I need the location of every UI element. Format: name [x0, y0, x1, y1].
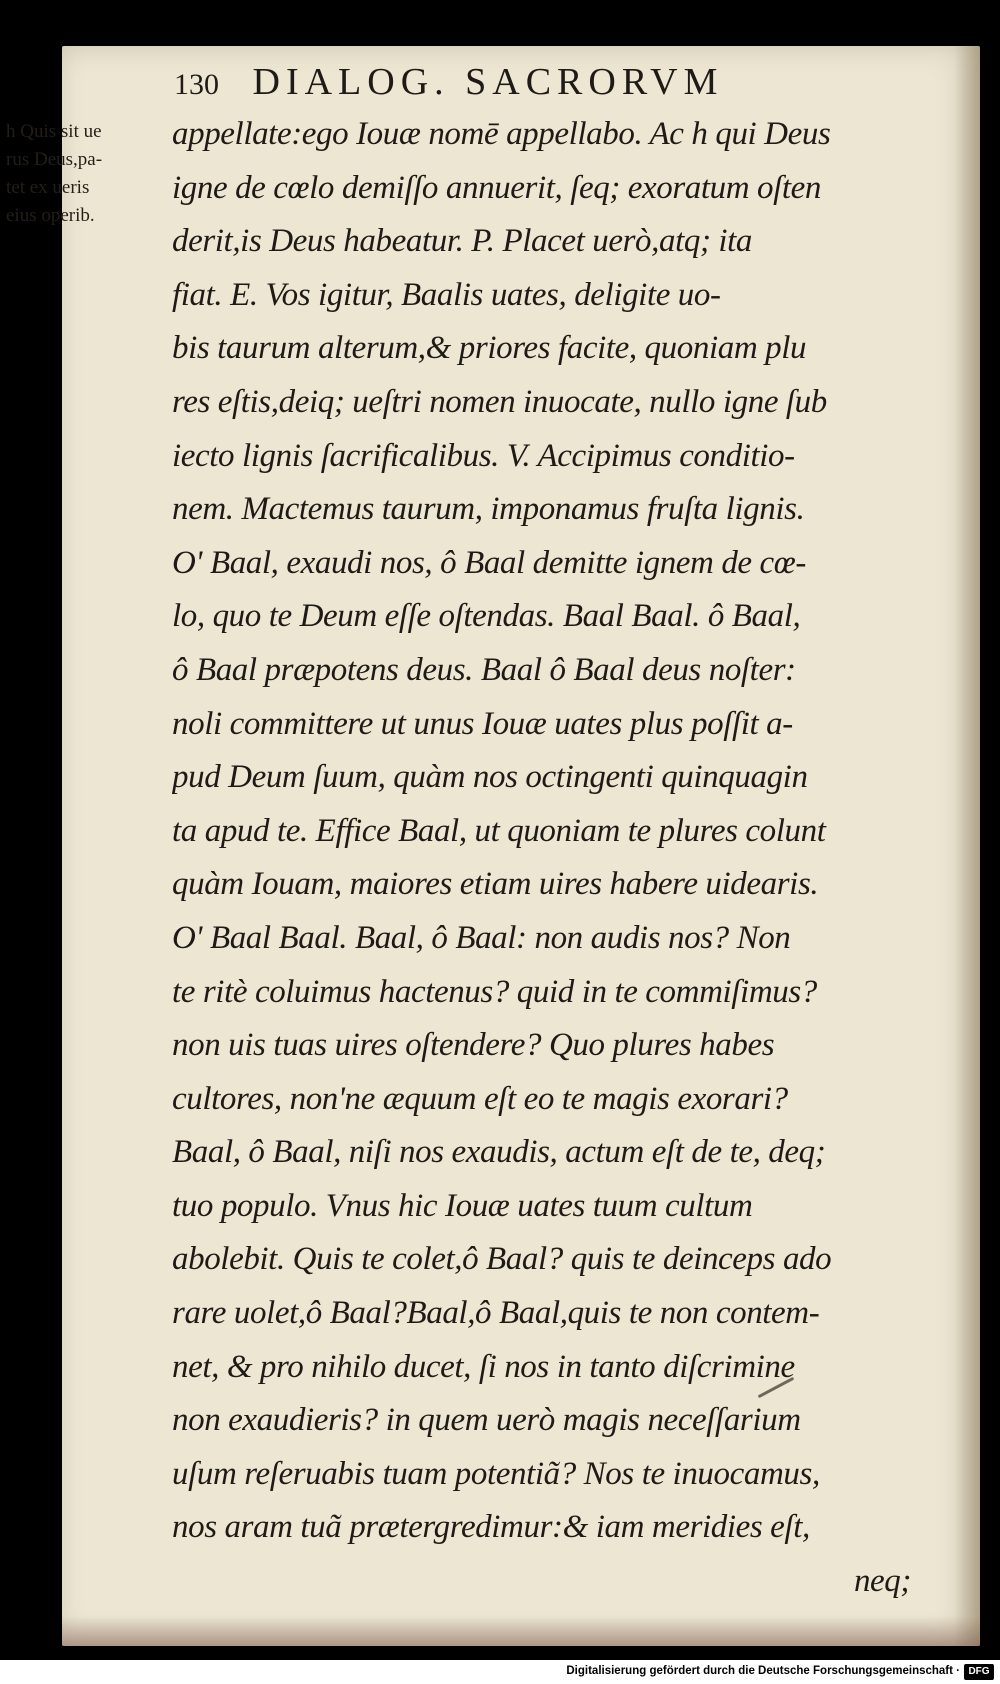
text-line: O' Baal Baal. Baal, ô Baal: non audis nos? Non: [172, 919, 791, 956]
text-line: net, & pro nihilo ducet, ſi nos in tanto diſcrimine: [172, 1348, 795, 1385]
text-line: res eſtis,deiq; ueſtri nomen inuocate, nullo igne ſub: [172, 383, 827, 420]
text-line: cultores, non'ne æquum eſt eo te magis exorari?: [172, 1080, 788, 1117]
text-line: ta apud te. Effice Baal, ut quoniam te plures colunt: [172, 812, 826, 849]
text-line: derit,is Deus habeatur. P. Placet uerò,atq; ita: [172, 223, 753, 260]
marginal-note-line: tet ex ueris: [6, 177, 90, 198]
catchword: neq;: [853, 1563, 911, 1600]
text-line: lo, quo te Deum eſſe oſtendas. Baal Baal. ô Baal,: [172, 598, 801, 635]
text-line: tuo populo. Vnus hic Iouæ uates tuum cultum: [172, 1187, 753, 1224]
page-bottom-shadow: [62, 1616, 980, 1646]
text-line: nem. Mactemus taurum, imponamus fruſta lignis.: [172, 491, 805, 528]
running-head: [174, 60, 874, 104]
text-line: appellate:ego Iouæ nomē appellabo. Ac h qui Deus: [172, 116, 831, 152]
text-line: non exaudieris? in quem uerò magis neceſſarium: [172, 1402, 801, 1439]
running-title: DIALOG. SACRORVM: [252, 61, 724, 103]
body-text: [172, 108, 917, 1609]
text-line: ô Baal præpotens deus. Baal ô Baal deus noſter:: [172, 651, 796, 688]
marginal-note: [6, 118, 166, 230]
text-line: abolebit. Quis te colet,ô Baal? quis te deinceps ado: [172, 1241, 832, 1278]
text-line: te ritè coluimus hactenus? quid in te commiſimus?: [172, 973, 817, 1010]
page-edge-shadow: [954, 46, 980, 1646]
marginal-note-line: eius operib.: [6, 205, 95, 226]
text-line: iecto lignis ſacrificalibus. V. Accipimus conditio-: [172, 437, 795, 474]
text-line: noli committere ut unus Iouæ uates plus poſſit a-: [172, 705, 793, 742]
marginal-note-line: rus Deus,pa-: [6, 149, 103, 170]
text-line: rare uolet,ô Baal?Baal,ô Baal,quis te non contem-: [172, 1295, 820, 1332]
text-line: uſum reſeruabis tuam potentiã? Nos te inuocamus,: [172, 1455, 820, 1492]
funding-credit: Digitalisierung gefördert durch die Deutsche Forschungsgemeinschaft ·: [566, 1665, 960, 1677]
text-line: pud Deum ſuum, quàm nos octingenti quinquagin: [172, 759, 808, 796]
marginal-note-line: h Quis sit ue: [6, 121, 102, 142]
page-number: 130: [174, 68, 219, 101]
text-line: quàm Iouam, maiores etiam uires habere uidearis.: [172, 866, 819, 903]
footer-bar: [0, 1662, 1000, 1684]
text-line: fiat. E. Vos igitur, Baalis uates, deligite uo-: [172, 276, 721, 313]
dfg-logo: DFG: [964, 1664, 994, 1680]
text-line: nos aram tuã prætergredimur:& iam meridies eſt,: [172, 1509, 810, 1546]
text-line: non uis tuas uires oſtendere? Quo plures habes: [172, 1027, 775, 1064]
text-line: igne de cœlo demiſſo annuerit, ſeq; exoratum oſten: [172, 169, 822, 206]
text-line: bis taurum alterum,& priores facite, quoniam plu: [172, 330, 807, 367]
text-line: Baal, ô Baal, niſi nos exaudis, actum eſt de te, deq;: [172, 1134, 826, 1171]
text-line: O' Baal, exaudi nos, ô Baal demitte ignem de cœ-: [172, 544, 806, 581]
